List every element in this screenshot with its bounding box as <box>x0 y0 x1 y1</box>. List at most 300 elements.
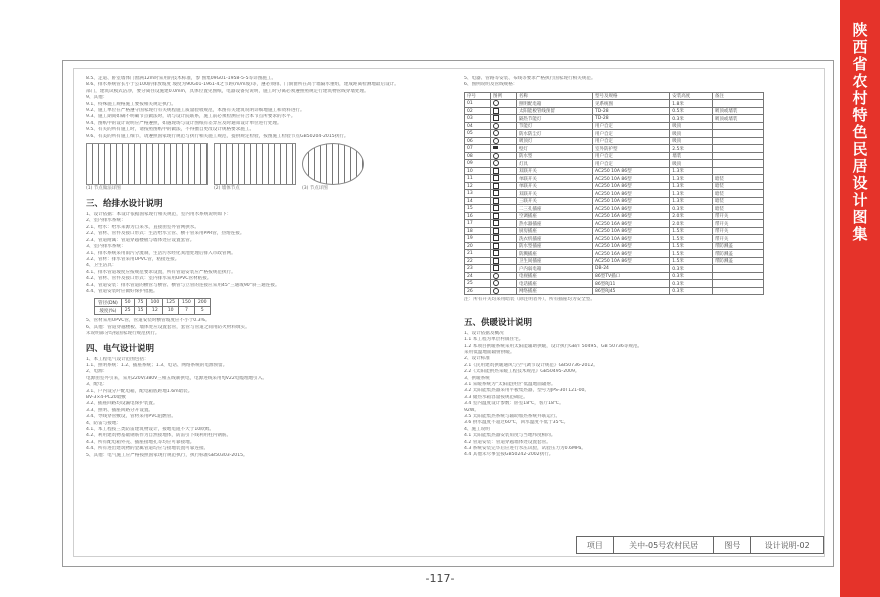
legend-cell: 02 <box>465 107 491 115</box>
title-block <box>576 536 824 554</box>
table-cell: 50 <box>121 299 134 307</box>
legend-row <box>465 152 764 160</box>
legend-row <box>465 160 764 168</box>
legend-cell: 1.5米 <box>670 235 713 243</box>
legend-symbol-cell <box>490 122 516 130</box>
text-line: 4.4、所有进出建筑物的金属管道均应与接地装置可靠连接。 <box>86 446 209 452</box>
legend-row <box>465 257 764 265</box>
text-line: 9.1、特殊施工规格施工要按相关规定执行。 <box>86 101 176 107</box>
left-intro <box>86 76 454 140</box>
text-line: 2.1、给水：给水来源为自来水，直接由室外管网供水。 <box>86 224 199 230</box>
legend-symbol-icon <box>493 273 499 279</box>
legend-cell: 三联开关 <box>516 197 592 205</box>
legend-cell: 06 <box>465 137 491 145</box>
legend-row <box>465 235 764 243</box>
legend-cell: 0.3米 <box>670 205 713 213</box>
legend-cell: 带防溅盖 <box>712 242 763 250</box>
legend-cell: 25 <box>465 280 491 288</box>
title-block-label-project: 项目 <box>577 537 614 553</box>
detail-figure-1 <box>86 143 208 185</box>
legend-cell: 用户自定 <box>593 160 670 168</box>
legend-row <box>465 197 764 205</box>
legend-row <box>465 137 764 145</box>
legend-cell: 13 <box>465 190 491 198</box>
legend-cell <box>712 160 763 168</box>
text-line: 9、其他： <box>86 95 108 101</box>
legend-cell: 墙装 <box>670 152 713 160</box>
text-line: 2、电源： <box>86 369 108 375</box>
legend-symbol-cell <box>490 115 516 123</box>
legend-cell: 用户自定 <box>593 130 670 138</box>
table-cell: 25 <box>121 307 134 315</box>
legend-row <box>465 287 764 295</box>
legend-cell: 厨房插座 <box>516 227 592 235</box>
legend-symbol-cell <box>490 160 516 168</box>
legend-cell <box>712 130 763 138</box>
text-line: 3.6 供水温度不超过60℃，回水温度不低于35℃。 <box>464 420 569 426</box>
text-line: 3.4、导线穿管敷设，管材采用PVC阻燃管。 <box>86 414 176 420</box>
fig-caption: (2) 墙体节点 <box>214 186 240 192</box>
section-3-notes <box>86 318 454 337</box>
legend-row <box>465 130 764 138</box>
fig-caption: (1) 节点做法详图 <box>86 186 121 192</box>
text-line: 3.4 室内温度设计参数：卧室18℃，客厅18℃。 <box>464 401 564 407</box>
text-line: 5、其他：电气施工应严格按照国家现行规范执行，执行标准GB50303-2015。 <box>86 452 248 458</box>
text-line: 未说明部分均按国家现行规范执行。 <box>86 331 160 337</box>
text-line: 2、设计标准 <box>464 356 490 362</box>
page-number: -117- <box>425 572 455 585</box>
legend-cell: 带开关 <box>712 212 763 220</box>
legend-cell: 24 <box>465 272 491 280</box>
legend-cell: 86型RJ11 <box>593 280 670 288</box>
legend-header: 安装高度 <box>670 92 713 100</box>
legend-row <box>465 122 764 130</box>
legend-cell: 1.3米 <box>670 167 713 175</box>
legend-row <box>465 250 764 258</box>
legend-symbol-cell <box>490 280 516 288</box>
legend-cell: 20 <box>465 242 491 250</box>
table-cell: 管径(DN) <box>95 299 122 307</box>
detail-figure-3 <box>302 143 364 185</box>
legend-symbol-cell <box>490 257 516 265</box>
legend-symbol-icon <box>493 250 499 256</box>
table-cell: 75 <box>134 299 147 307</box>
text-line: 4.3、管道安装：排水管道的横管与横管、横管与立管的连接应采用45°三通或90°斜三通连接。 <box>86 282 280 288</box>
legend-cell: 带防溅盖 <box>712 257 763 265</box>
text-line: 5、电器、管路等安装、布线等要求严格执行国家现行相关规范。 <box>464 76 596 81</box>
text-line: 4.1 太阳能集热器安装角度与当地纬度相同。 <box>464 433 556 439</box>
legend-cell: AC250 10A 86型 <box>593 235 670 243</box>
legend-cell: 17 <box>465 220 491 228</box>
legend-cell: 照明配电箱 <box>516 100 592 108</box>
legend-symbol-cell <box>490 220 516 228</box>
legend-cell: 单联开关 <box>516 175 592 183</box>
text-line: 9.4、图纸中的设计说明应严格遵照，如遇现场与设计图纸有差异应及时通知设计单位进行处理。 <box>86 120 282 126</box>
text-line: 4.2、利用建筑物基础钢筋作为自然接地体，防雷引下线利用柱内钢筋。 <box>86 433 232 439</box>
text-line: 3、室内排水系统： <box>86 244 126 250</box>
legend-symbol-cell <box>490 107 516 115</box>
legend-symbol-icon <box>493 138 499 144</box>
text-line: 1、设计依据及概况 <box>464 330 504 336</box>
legend-cell: 空调插座 <box>516 212 592 220</box>
legend-cell: 灯具 <box>516 160 592 168</box>
legend-symbol-icon <box>493 258 499 264</box>
legend-cell: 11 <box>465 175 491 183</box>
legend-row <box>465 220 764 228</box>
table-cell: 5 <box>194 307 210 315</box>
legend-cell: 电视插座 <box>516 272 592 280</box>
text-line: 3.2、插座回路均设漏电保护装置。 <box>86 401 158 407</box>
legend-symbol-icon <box>493 100 499 106</box>
text-line: 3.5 太阳能集热系统与辅助加热系统并联运行。 <box>464 414 561 419</box>
table-cell: 坡度(%) <box>95 307 122 315</box>
legend-cell: 用户自定 <box>593 137 670 145</box>
table-row <box>95 307 211 315</box>
table-cell: 125 <box>163 299 179 307</box>
legend-cell: 节能灯 <box>516 122 592 130</box>
text-line: 2.2、管材、管件及接口形式：生活给水立管、横干管采用PPR管，热熔连接。 <box>86 231 245 237</box>
legend-cell: 1.5米 <box>670 227 713 235</box>
legend-symbol-icon <box>493 235 499 241</box>
legend-cell: 16 <box>465 212 491 220</box>
text-line: 4.2 管道安装：管道穿越墙体处设置套管。 <box>464 439 551 445</box>
legend-symbol-cell <box>490 100 516 108</box>
legend-cell: 1.3米 <box>670 182 713 190</box>
legend-symbol-icon <box>493 146 498 149</box>
legend-symbol-icon <box>493 153 499 159</box>
detail-figure-2 <box>214 143 296 185</box>
legend-cell: 洗衣机插座 <box>516 235 592 243</box>
legend-cell: 0.5米 <box>670 107 713 115</box>
legend-symbol-cell <box>490 265 516 273</box>
legend-cell: 09 <box>465 160 491 168</box>
text-line: 4.4 其他未尽事宜按GB50242-2002执行。 <box>464 452 554 458</box>
legend-cell: TD-28 <box>593 107 670 115</box>
table-cell: 100 <box>147 299 163 307</box>
legend-cell: 07 <box>465 145 491 153</box>
legend-row <box>465 242 764 250</box>
legend-symbol-cell <box>490 242 516 250</box>
legend-symbol-cell <box>490 137 516 145</box>
title-block-project-name: 关中-05号农村民居 <box>614 537 715 553</box>
text-line: 1、设计依据：本设计依据国家现行相关规范，室内用水系统说明如下： <box>86 212 232 218</box>
legend-cell: 86型TV插口 <box>593 272 670 280</box>
left-column <box>86 76 454 459</box>
legend-cell: AC250 10A 86型 <box>593 197 670 205</box>
legend-cell: 2.5米 <box>670 145 713 153</box>
legend-cell: 1.3米 <box>670 190 713 198</box>
legend-cell: 双联开关 <box>516 190 592 198</box>
legend-symbol-icon <box>493 265 499 271</box>
legend-row <box>465 100 764 108</box>
legend-cell: 室外防护型 <box>593 145 670 153</box>
legend-cell: AC250 10A 86型 <box>593 190 670 198</box>
legend-cell: 用户自定 <box>593 152 670 160</box>
legend-cell: 19 <box>465 235 491 243</box>
legend-symbol-icon <box>493 183 499 189</box>
legend-row <box>465 182 764 190</box>
legend-symbol-icon <box>493 220 499 226</box>
legend-symbol-icon <box>493 280 499 286</box>
text-line: 3.1、户内设分户配电箱，配电箱底距地1.6m暗装。 <box>86 388 193 394</box>
text-line: 4.3、所有配电箱外壳、插座接地孔等均应可靠接地。 <box>86 439 195 445</box>
title-block-drawing-no: 设计说明-02 <box>764 540 810 550</box>
text-line: 5、管材采用UPVC管，管道安装时横管坡度应不小于0.3%。 <box>86 318 210 324</box>
legend-symbol-icon <box>493 288 499 294</box>
text-line: 3.3 储热水箱容量按规范确定。 <box>464 394 528 400</box>
legend-cell: 21 <box>465 250 491 258</box>
legend-cell: 暗装 <box>712 205 763 213</box>
legend-cell <box>712 265 763 273</box>
text-line: 9.5、有关的所有施工时，请按照图纸中的做法，不得擅自更改设计规格要求施工。 <box>86 127 255 133</box>
legend-cell: 03 <box>465 115 491 123</box>
legend-cell: AC250 16A 86型 <box>593 220 670 228</box>
legend-cell: AC250 10A 86型 <box>593 175 670 183</box>
legend-symbol-cell <box>490 235 516 243</box>
legend-cell: 卫生间插座 <box>516 257 592 265</box>
text-line: 部门，建筑试模式洁净，要分离住设施建0.0mm，具体位置见图纸，电器设备见说明，施工时分离必须遵照照规定行建筑物管线穿墙处理。 <box>86 88 369 94</box>
right-column <box>464 76 820 459</box>
legend-cell: 0.3米 <box>670 287 713 295</box>
legend-cell: 1.5米 <box>670 250 713 258</box>
legend-cell <box>712 272 763 280</box>
legend-cell: 暗装 <box>712 190 763 198</box>
legend-cell: 热水器插座 <box>516 220 592 228</box>
legend-cell: 暗装 <box>712 175 763 183</box>
legend-cell: 带开关 <box>712 220 763 228</box>
legend-row <box>465 280 764 288</box>
legend-row <box>465 227 764 235</box>
legend-symbol-icon <box>493 130 499 136</box>
section-5-title: 五、供暖设计说明 <box>464 317 533 328</box>
legend-cell: 05 <box>465 130 491 138</box>
legend-cell: 0.3米 <box>670 265 713 273</box>
legend-row <box>465 145 764 153</box>
legend-symbol-cell <box>490 175 516 183</box>
legend-symbol-cell <box>490 272 516 280</box>
legend-cell: 吸顶或墙装 <box>712 115 763 123</box>
legend-cell: AC250 10A 86型 <box>593 205 670 213</box>
legend-row <box>465 167 764 175</box>
legend-cell <box>712 122 763 130</box>
legend-cell: AC250 10A 86型 <box>593 182 670 190</box>
table-cell: 15 <box>134 307 147 315</box>
legend-cell: AC250 16A 86型 <box>593 212 670 220</box>
text-line: 1.1、照明系统：1.2、插座系统；1.3、电话、网络系统的电源预留。 <box>86 362 228 368</box>
legend-cell: 18 <box>465 227 491 235</box>
detail-figures <box>86 143 454 193</box>
legend-cell: 见系统图 <box>593 100 670 108</box>
legend-cell: 1.8米 <box>670 100 713 108</box>
legend-symbol-icon <box>493 160 499 166</box>
legend-cell: 单联开关 <box>516 182 592 190</box>
legend-header: 型号及规格 <box>593 92 670 100</box>
legend-cell: 22 <box>465 257 491 265</box>
text-line: 9.6、有美的所有施工细节，请遵照国家现行规范与执行相关施工规范，提供规定检验，按图施工检验节点GB50204-2015执行。 <box>86 133 349 139</box>
legend-row <box>465 107 764 115</box>
legend-cell <box>712 280 763 288</box>
legend-cell <box>712 287 763 295</box>
text-line: 4.1、排水管道坡度应按规范要求设置，所有管道安装应严格按规范执行。 <box>86 269 236 275</box>
table-cell: 10 <box>163 307 179 315</box>
text-line: 3.3、照明、插座回路分开设置。 <box>86 407 154 413</box>
text-line: 4.4、管道安装时应做好保护措施。 <box>86 288 158 294</box>
legend-cell <box>712 100 763 108</box>
legend-cell: 壁灯 <box>516 145 592 153</box>
legend-symbol-cell <box>490 152 516 160</box>
legend-symbol-icon <box>493 198 499 204</box>
text-line: 3.1 采暖系统为“太阳能供热”低温地面辐射。 <box>464 381 556 387</box>
legend-symbol-cell <box>490 227 516 235</box>
legend-cell: 15 <box>465 205 491 213</box>
legend-header: 图例 <box>490 92 516 100</box>
text-line: 3.2 太阳能集热器采用平板集热器，型号为JPS-30T121-00。 <box>464 388 590 394</box>
legend-header-row <box>465 92 764 100</box>
legend-symbol-icon <box>493 108 499 114</box>
legend-row <box>465 212 764 220</box>
legend-cell: 带开关 <box>712 235 763 243</box>
legend-symbol-cell <box>490 250 516 258</box>
legend-cell: 防水型插座 <box>516 242 592 250</box>
legend-cell: DB-24 <box>593 265 670 273</box>
legend-cell <box>712 137 763 145</box>
legend-cell: 1.5米 <box>670 257 713 265</box>
legend-note: 注：所有开关均采用暗装（除注明者外），所有插座均为安全型。 <box>464 297 595 303</box>
legend-cell: 04 <box>465 122 491 130</box>
legend-cell: 吸顶 <box>670 130 713 138</box>
legend-cell: 08 <box>465 152 491 160</box>
table-row <box>95 299 211 307</box>
section-4-title: 四、电气设计说明 <box>86 343 155 354</box>
text-line: BV-3×4-PC20暗敷 <box>86 395 126 400</box>
legend-symbol-cell <box>490 182 516 190</box>
legend-row <box>465 190 764 198</box>
legend-row <box>465 115 764 123</box>
legend-symbol-cell <box>490 197 516 205</box>
legend-symbol-icon <box>493 228 499 234</box>
text-line: 3、配电： <box>86 382 108 388</box>
text-line: 2.2《太阳能供热采暖工程技术规范》GB50495-2009。 <box>464 369 580 375</box>
legend-symbol-cell <box>490 167 516 175</box>
right-intro <box>464 76 820 89</box>
legend-symbol-icon <box>493 175 499 181</box>
legend-symbol-cell <box>490 145 516 153</box>
legend-cell: 10 <box>465 167 491 175</box>
legend-cell: 二三孔插座 <box>516 205 592 213</box>
table-cell: 200 <box>194 299 210 307</box>
legend-cell: 暗装 <box>712 182 763 190</box>
legend-body <box>465 100 764 295</box>
legend-cell: 带防溅盖 <box>712 250 763 258</box>
legend-cell: 防水防尘灯 <box>516 130 592 138</box>
text-line: 1、本工程电气设计范围包括： <box>86 356 149 362</box>
legend-row <box>465 265 764 273</box>
text-line: 9.3、施工期间如确不明确节点做法时，请与设计院联系，施工前必须检测应符合本节点所要求的水平。 <box>86 114 296 120</box>
legend-cell: 14 <box>465 197 491 205</box>
text-line: 6、其他：管道穿越楼板、墙体处应设置套管，套管与管道之间用防火材料填实。 <box>86 324 250 330</box>
text-line: 采用低温地面辐射供暖。 <box>464 349 515 355</box>
legend-cell: 暗装 <box>712 197 763 205</box>
table-cell: 150 <box>179 299 195 307</box>
legend-cell <box>712 152 763 160</box>
legend-symbol-icon <box>493 115 499 121</box>
legend-row <box>465 175 764 183</box>
fig-caption: (3) 节点详图 <box>302 186 328 192</box>
text-line: 6、图例说明及管线规格： <box>464 82 518 88</box>
legend-cell: 01 <box>465 100 491 108</box>
legend-cell <box>712 167 763 175</box>
legend-table <box>464 92 764 296</box>
title-block-label-drawing: 图号 <box>714 537 751 553</box>
legend-cell: 太阳能板管线预留 <box>516 107 592 115</box>
section-5-body <box>464 331 820 459</box>
text-line: 4、施工说明 <box>464 426 490 432</box>
text-line: 4、卫生洁具： <box>86 263 117 269</box>
legend-cell <box>712 145 763 153</box>
legend-symbol-cell <box>490 190 516 198</box>
section-3-body <box>86 212 454 295</box>
legend-symbol-icon <box>493 190 499 196</box>
legend-cell: 0.3米 <box>670 115 713 123</box>
text-line: 4.1、本工程按三类防雷建筑物设计，接地电阻不大于10欧姆。 <box>86 427 214 433</box>
legend-cell: 吸顶灯 <box>516 137 592 145</box>
legend-cell: 26 <box>465 287 491 295</box>
text-line: 1.2 本项目供暖系统采用太阳能辅助供暖，设计执行GB/T 50495、GB 50736等规范。 <box>464 343 643 349</box>
legend-cell: 吸顶 <box>670 160 713 168</box>
legend-cell: 吸顶 <box>670 137 713 145</box>
legend-header: 名称 <box>516 92 592 100</box>
legend-cell: 1.3米 <box>670 197 713 205</box>
section-3-title: 三、给排水设计说明 <box>86 199 163 210</box>
legend-cell: 双联开关 <box>516 167 592 175</box>
legend-symbol-icon <box>493 168 499 174</box>
legend-symbol-icon <box>493 213 499 219</box>
text-line: 3.1、排水系统采用雨污分流制，生活污水经化粪池处理后排入市政管网。 <box>86 250 236 256</box>
legend-cell: 2.0米 <box>670 212 713 220</box>
legend-cell: AC250 16A 86型 <box>593 250 670 258</box>
section-4-body <box>86 357 454 460</box>
text-line: 2.3、管道附属：管道穿越楼板与墙体处应设置套管。 <box>86 237 195 243</box>
legend-symbol-icon <box>493 123 499 129</box>
text-line: 3.2、管材：排水管采用UPVC管，粘接连接。 <box>86 256 180 262</box>
legend-cell: 0.3米 <box>670 272 713 280</box>
text-line: 4、防雷与接地： <box>86 420 122 426</box>
legend-cell: 1.5米 <box>670 242 713 250</box>
text-line: 8.5、走道、卧室墙体门窗满12m时采用的技术标准，参 图集09G01-1958-5-5等详图施工。 <box>86 76 277 81</box>
legend-cell: 电话插座 <box>516 280 592 288</box>
legend-cell: 1.3米 <box>670 175 713 183</box>
text-line: 4.2、管材、管件及接口形式：室内排水采用UPVC管材粘接。 <box>86 276 212 282</box>
legend-cell: 86型RJ45 <box>593 287 670 295</box>
legend-row <box>465 205 764 213</box>
legend-cell: AC250 10A 86型 <box>593 167 670 175</box>
legend-cell: TD-28 <box>593 115 670 123</box>
legend-cell: AC250 10A 86型 <box>593 227 670 235</box>
legend-symbol-icon <box>493 205 499 211</box>
text-line: 4.3 系统安装完毕后应进行水压试验，试验压力为0.6MPa。 <box>464 446 586 452</box>
legend-symbol-icon <box>493 243 499 249</box>
legend-symbol-cell <box>490 212 516 220</box>
legend-cell: 吸顶 <box>670 122 713 130</box>
legend-cell: 防水型 <box>516 152 592 160</box>
legend-cell: 12 <box>465 182 491 190</box>
legend-cell: 带开关 <box>712 227 763 235</box>
legend-symbol-cell <box>490 205 516 213</box>
table-cell: 12 <box>147 307 163 315</box>
legend-header: 备注 <box>712 92 763 100</box>
legend-cell: 0.3米 <box>670 280 713 288</box>
text-line: 电源由室外引来，采用220V/380V三相五线制供电，电源进线采用YJV22电缆埋地引入。 <box>86 375 267 381</box>
